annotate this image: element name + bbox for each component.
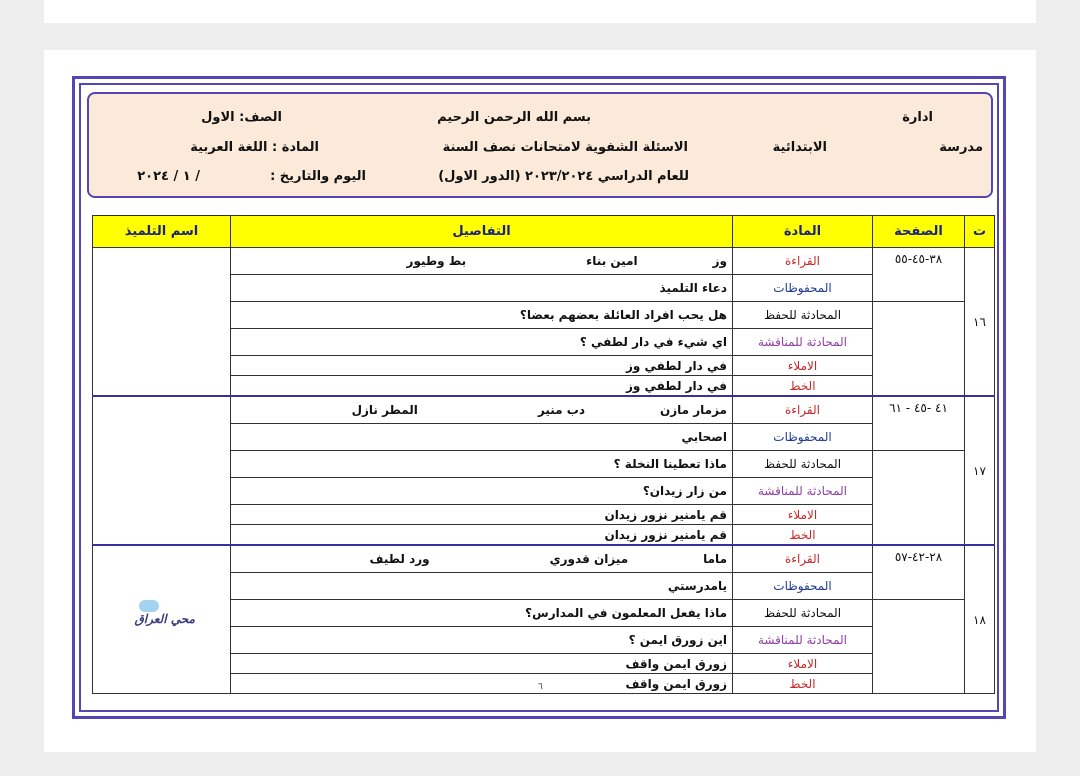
details-cell bbox=[231, 396, 733, 424]
subject-cell: الاملاء bbox=[733, 654, 873, 674]
col-header-index: ت bbox=[965, 216, 995, 248]
details-cell bbox=[231, 525, 733, 546]
subject-cell: الاملاء bbox=[733, 356, 873, 376]
detail-item: اصحابي bbox=[681, 430, 727, 444]
school-label: مدرسة bbox=[939, 140, 983, 155]
academic-year: للعام الدراسي ٢٠٢٣/٢٠٢٤ (الدور الاول) bbox=[438, 169, 689, 184]
detail-item: دب منير bbox=[537, 403, 585, 417]
details-cell bbox=[231, 505, 733, 525]
basmala: بسم الله الرحمن الرحيم bbox=[437, 110, 591, 125]
detail-item: ماما bbox=[703, 552, 727, 566]
detail-item: هل يحب افراد العائلة بعضهم بعضا؟ bbox=[519, 308, 727, 322]
subject-cell: الخط bbox=[733, 525, 873, 546]
details-cell bbox=[231, 329, 733, 356]
subject-cell: المحادثة للمناقشة bbox=[733, 329, 873, 356]
signature-ink-mark bbox=[139, 600, 159, 612]
details-cell bbox=[231, 654, 733, 674]
detail-item: في دار لطفي وز bbox=[625, 358, 727, 373]
detail-item: قم يامنير نزور زيدان bbox=[604, 507, 727, 522]
subject-cell: القراءة bbox=[733, 248, 873, 275]
subject-cell: المحفوظات bbox=[733, 424, 873, 451]
grade-label: الصف: الاول bbox=[201, 110, 282, 125]
subject-cell: الخط bbox=[733, 674, 873, 694]
detail-item: زورق ايمن واقف bbox=[625, 676, 727, 691]
row-index: ١٦ bbox=[965, 248, 995, 397]
day-date-label: اليوم والتاريخ : bbox=[270, 169, 366, 184]
details-cell bbox=[231, 248, 733, 275]
table-header-row bbox=[93, 216, 995, 248]
page-number-mark: ٦ bbox=[538, 682, 543, 692]
detail-item: ماذا تعطينا النخلة ؟ bbox=[613, 457, 727, 471]
page-cell-empty bbox=[873, 451, 965, 546]
row-index: ١٨ bbox=[965, 545, 995, 694]
detail-item: يامدرستي bbox=[667, 579, 727, 593]
detail-item: في دار لطفي وز bbox=[625, 378, 727, 393]
detail-item: ماذا يفعل المعلمون في المدارس؟ bbox=[525, 606, 727, 620]
stage-label: الابتدائية bbox=[772, 140, 827, 155]
subject-cell: المحادثة للمناقشة bbox=[733, 478, 873, 505]
row-index: ١٧ bbox=[965, 396, 995, 545]
details-cell bbox=[231, 275, 733, 302]
page-range: ٢٨-٤٢-٥٧ bbox=[873, 545, 965, 600]
details-cell bbox=[231, 451, 733, 478]
table-row bbox=[93, 396, 995, 424]
details-cell bbox=[231, 302, 733, 329]
detail-item: المطر نازل bbox=[351, 403, 418, 417]
detail-item: وز bbox=[712, 254, 727, 268]
detail-item: ميزان قدوري bbox=[549, 552, 629, 566]
page-range: ٣٨-٤٥-٥٥ bbox=[873, 248, 965, 302]
subject-cell: المحادثة للحفظ bbox=[733, 451, 873, 478]
detail-item: قم يامنير نزور زيدان bbox=[604, 527, 727, 542]
subject-cell: المحفوظات bbox=[733, 573, 873, 600]
detail-item: اي شيء في دار لطفي ؟ bbox=[579, 335, 727, 349]
col-header-details: التفاصيل bbox=[231, 216, 733, 248]
subject-cell: القراءة bbox=[733, 545, 873, 573]
student-name-cell[interactable] bbox=[93, 396, 231, 545]
detail-item: اين زورق ايمن ؟ bbox=[628, 633, 727, 647]
detail-item: ورد لطيف bbox=[369, 552, 430, 566]
subject-cell: القراءة bbox=[733, 396, 873, 424]
detail-item: مزمار مازن bbox=[659, 403, 727, 417]
page-range: ٤١ -٤٥ - ٦١ bbox=[873, 396, 965, 451]
detail-item: زورق ايمن واقف bbox=[625, 656, 727, 671]
col-header-page: الصفحة bbox=[873, 216, 965, 248]
table-row bbox=[93, 248, 995, 275]
details-cell bbox=[231, 600, 733, 627]
exam-title: الاسئلة الشفوية لامتحانات نصف السنة bbox=[442, 140, 688, 155]
details-cell bbox=[231, 356, 733, 376]
details-cell bbox=[231, 545, 733, 573]
col-header-student: اسم التلميذ bbox=[93, 216, 231, 248]
details-cell bbox=[231, 627, 733, 654]
exam-table bbox=[92, 215, 995, 694]
subject-cell: المحادثة للحفظ bbox=[733, 600, 873, 627]
admin-label: ادارة bbox=[902, 110, 933, 125]
previous-page-edge bbox=[44, 0, 1036, 23]
detail-item: دعاء التلميذ bbox=[659, 281, 727, 295]
detail-item: من زار زيدان؟ bbox=[642, 484, 727, 498]
subject-cell: المحادثة للمناقشة bbox=[733, 627, 873, 654]
details-cell bbox=[231, 573, 733, 600]
details-cell bbox=[231, 674, 733, 694]
page-cell-empty bbox=[873, 302, 965, 397]
subject-cell: المحفوظات bbox=[733, 275, 873, 302]
detail-item: امين بناء bbox=[586, 254, 638, 268]
details-cell bbox=[231, 424, 733, 451]
page-cell-empty bbox=[873, 600, 965, 694]
signature-stamp bbox=[131, 600, 193, 636]
subject-cell: المحادثة للحفظ bbox=[733, 302, 873, 329]
subject-label: المادة : اللغة العربية bbox=[190, 140, 319, 155]
subject-cell: الاملاء bbox=[733, 505, 873, 525]
subject-cell: الخط bbox=[733, 376, 873, 397]
exam-table-wrapper bbox=[92, 215, 994, 691]
detail-item: بط وطيور bbox=[406, 254, 467, 268]
details-cell bbox=[231, 478, 733, 505]
student-name-cell[interactable] bbox=[93, 545, 231, 694]
student-name-cell[interactable] bbox=[93, 248, 231, 397]
date-value: / ١ / ٢٠٢٤ bbox=[137, 169, 200, 184]
details-cell bbox=[231, 376, 733, 397]
table-row bbox=[93, 545, 995, 573]
signature-text: محي العراق bbox=[134, 612, 195, 626]
col-header-subject: المادة bbox=[733, 216, 873, 248]
